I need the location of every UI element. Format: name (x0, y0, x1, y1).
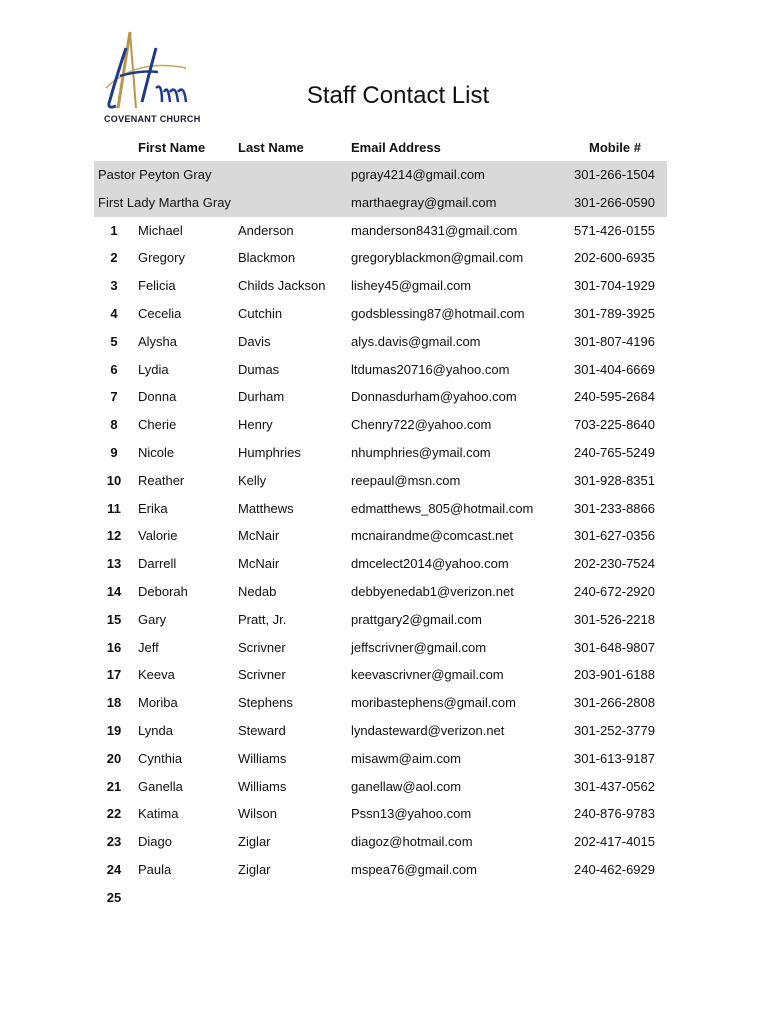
email-cell: debbyenedab1@verizon.net (351, 583, 514, 599)
row-number: 11 (107, 500, 121, 516)
church-logo (96, 28, 201, 128)
leader-email: pgray4214@gmail.com (351, 167, 485, 182)
email-cell: gregoryblackmon@gmail.com (351, 250, 524, 266)
last-name-cell: Ziglar (238, 834, 271, 850)
first-name-cell: Keeva (138, 667, 175, 683)
mobile-cell: 240-672-2920 (574, 583, 655, 599)
row-number: 23 (106, 834, 122, 850)
leader-name: First Lady Martha Gray (98, 194, 231, 210)
mobile-cell: 301-627-0356 (574, 528, 655, 544)
leader-mobile: 301-266-1504 (574, 167, 655, 182)
table-row (94, 856, 667, 884)
mobile-cell: 301-807-4196 (574, 333, 655, 349)
last-name-cell: McNair (238, 528, 280, 544)
mobile-cell: 202-417-4015 (574, 834, 655, 850)
first-name-cell: Erika (138, 500, 168, 516)
row-number: 17 (106, 667, 122, 683)
last-name-cell: Kelly (238, 472, 267, 488)
mobile-cell: 301-266-2808 (574, 695, 655, 711)
first-name-cell: Ganella (138, 778, 183, 794)
table-header-row (94, 134, 667, 161)
header-mobile: Mobile # (588, 140, 641, 155)
leader-email: marthaegray@gmail.com (351, 194, 497, 210)
last-name-cell: Humphries (238, 444, 301, 460)
table-row (94, 828, 667, 856)
row-number: 25 (106, 889, 122, 905)
last-name-cell: Cutchin (238, 305, 283, 321)
row-number: 24 (106, 861, 122, 877)
mobile-cell: 240-876-9783 (574, 806, 655, 822)
table-row (94, 550, 667, 578)
mobile-cell: 301-404-6669 (574, 361, 655, 377)
email-cell: reepaul@msn.com (351, 472, 461, 488)
email-cell: ganellaw@aol.com (351, 778, 462, 794)
row-number: 5 (110, 333, 118, 349)
row-number: 7 (110, 389, 118, 405)
row-number: 20 (106, 750, 122, 766)
table-row (94, 217, 667, 245)
header-last-name: Last Name (238, 140, 304, 155)
first-name-cell: Moriba (138, 695, 178, 711)
mobile-cell: 301-526-2218 (574, 611, 655, 627)
email-cell: edmatthews_805@hotmail.com (351, 500, 534, 516)
table-row (94, 411, 667, 439)
email-cell: lyndasteward@verizon.net (351, 722, 505, 738)
email-cell: mcnairandme@comcast.net (351, 528, 514, 544)
last-name-cell: Durham (238, 389, 285, 405)
last-name-cell: Blackmon (238, 250, 296, 266)
table-row (94, 467, 667, 495)
leader-name: Pastor Peyton Gray (98, 167, 212, 182)
email-cell: Chenry722@yahoo.com (351, 417, 492, 433)
mobile-cell: 301-437-0562 (574, 778, 655, 794)
first-name-cell: Katima (138, 806, 179, 822)
first-name-cell: Cecelia (138, 305, 182, 321)
first-name-cell: Michael (138, 222, 183, 238)
email-cell: lishey45@gmail.com (351, 278, 472, 294)
last-name-cell: Matthews (238, 500, 294, 516)
last-name-cell: Nedab (238, 583, 277, 599)
first-name-cell: Cynthia (138, 750, 183, 766)
row-number: 10 (106, 472, 122, 488)
last-name-cell: McNair (238, 556, 280, 572)
row-number: 16 (106, 639, 122, 655)
first-name-cell: Donna (138, 389, 177, 405)
email-cell: godsblessing87@hotmail.com (351, 305, 525, 321)
mobile-cell: 301-704-1929 (574, 278, 655, 294)
last-name-cell: Henry (238, 417, 273, 433)
mobile-cell: 203-901-6188 (574, 667, 655, 683)
row-number: 21 (106, 778, 122, 794)
email-cell: prattgary2@gmail.com (351, 611, 482, 627)
first-name-cell: Lydia (138, 361, 169, 377)
email-cell: jeffscrivner@gmail.com (351, 639, 487, 655)
last-name-cell: Pratt, Jr. (238, 611, 287, 627)
last-name-cell: Williams (238, 778, 287, 794)
last-name-cell: Stephens (238, 695, 293, 711)
mobile-cell: 703-225-8640 (574, 417, 655, 433)
table-row (94, 606, 667, 634)
table-row (94, 300, 667, 328)
table-row (94, 328, 667, 356)
table-row (94, 773, 667, 801)
mobile-cell: 301-613-9187 (574, 750, 655, 766)
last-name-cell: Williams (238, 750, 287, 766)
first-name-cell: Deborah (138, 583, 188, 599)
row-number: 2 (110, 250, 118, 266)
page-title: Staff Contact List (306, 82, 490, 109)
contact-table (94, 134, 667, 912)
table-row (94, 272, 667, 300)
table-row (94, 717, 667, 745)
table-row (94, 383, 667, 411)
table-row (94, 244, 667, 272)
mobile-cell: 240-765-5249 (574, 444, 655, 460)
row-number: 14 (106, 583, 122, 599)
mobile-cell: 202-230-7524 (574, 556, 655, 572)
row-number: 8 (110, 417, 118, 433)
leader-row (94, 161, 667, 189)
first-name-cell: Diago (138, 834, 172, 850)
last-name-cell: Scrivner (238, 639, 286, 655)
email-cell: alys.davis@gmail.com (351, 333, 481, 349)
first-name-cell: Jeff (138, 639, 159, 655)
email-cell: Donnasdurham@yahoo.com (351, 389, 517, 405)
row-number: 6 (110, 361, 118, 377)
logo-church-name: COVENANT CHURCH (104, 114, 201, 124)
email-cell: dmcelect2014@yahoo.com (351, 556, 509, 572)
row-number: 18 (106, 695, 122, 711)
header-email: Email Address (351, 140, 441, 155)
first-name-cell: Gary (138, 611, 167, 627)
email-cell: Pssn13@yahoo.com (351, 806, 472, 822)
table-row (94, 356, 667, 384)
table-row (94, 800, 667, 828)
last-name-cell: Ziglar (238, 861, 271, 877)
first-name-cell: Cherie (138, 417, 177, 433)
last-name-cell: Davis (238, 333, 271, 349)
email-cell: mspea76@gmail.com (351, 861, 477, 877)
mobile-cell: 301-233-8866 (574, 500, 655, 516)
mobile-cell: 301-252-3779 (574, 722, 655, 738)
email-cell: nhumphries@ymail.com (351, 444, 491, 460)
first-name-cell: Valorie (138, 528, 178, 544)
last-name-cell: Scrivner (238, 667, 286, 683)
email-cell: misawm@aim.com (351, 750, 461, 766)
mobile-cell: 202-600-6935 (574, 250, 655, 266)
mobile-cell: 571-426-0155 (574, 222, 655, 238)
row-number: 19 (106, 722, 122, 738)
row-number: 12 (106, 528, 122, 544)
row-number: 15 (106, 611, 122, 627)
leader-mobile: 301-266-0590 (574, 194, 655, 210)
leader-row (94, 189, 667, 217)
table-row (94, 634, 667, 662)
email-cell: keevascrivner@gmail.com (351, 667, 504, 683)
row-number: 9 (110, 444, 118, 460)
row-number: 22 (106, 806, 122, 822)
header-first-name: First Name (138, 140, 206, 155)
first-name-cell: Alysha (138, 333, 178, 349)
last-name-cell: Wilson (238, 806, 278, 822)
mobile-cell: 301-789-3925 (574, 305, 655, 321)
table-row (94, 439, 667, 467)
mobile-cell: 240-462-6929 (574, 861, 655, 877)
email-cell: manderson8431@gmail.com (351, 222, 518, 238)
email-cell: moribastephens@gmail.com (351, 695, 516, 711)
table-row (94, 522, 667, 550)
mobile-cell: 240-595-2684 (574, 389, 655, 405)
mobile-cell: 301-928-8351 (574, 472, 655, 488)
table-row (94, 689, 667, 717)
last-name-cell: Childs Jackson (238, 278, 326, 294)
last-name-cell: Dumas (238, 361, 280, 377)
row-number: 4 (110, 305, 118, 321)
mobile-cell: 301-648-9807 (574, 639, 655, 655)
email-cell: diagoz@hotmail.com (351, 834, 473, 850)
first-name-cell: Felicia (138, 278, 176, 294)
first-name-cell: Paula (138, 861, 172, 877)
first-name-cell: Lynda (138, 722, 173, 738)
first-name-cell: Gregory (138, 250, 185, 266)
first-name-cell: Nicole (138, 444, 175, 460)
last-name-cell: Steward (238, 722, 286, 738)
table-row (94, 884, 667, 912)
table-row (94, 745, 667, 773)
first-name-cell: Reather (138, 472, 185, 488)
last-name-cell: Anderson (238, 222, 294, 238)
table-row (94, 661, 667, 689)
row-number: 13 (106, 556, 122, 572)
row-number: 3 (110, 278, 118, 294)
table-row (94, 578, 667, 606)
first-name-cell: Darrell (138, 556, 177, 572)
table-row (94, 495, 667, 523)
row-number: 1 (110, 222, 118, 238)
email-cell: ltdumas20716@yahoo.com (351, 361, 510, 377)
